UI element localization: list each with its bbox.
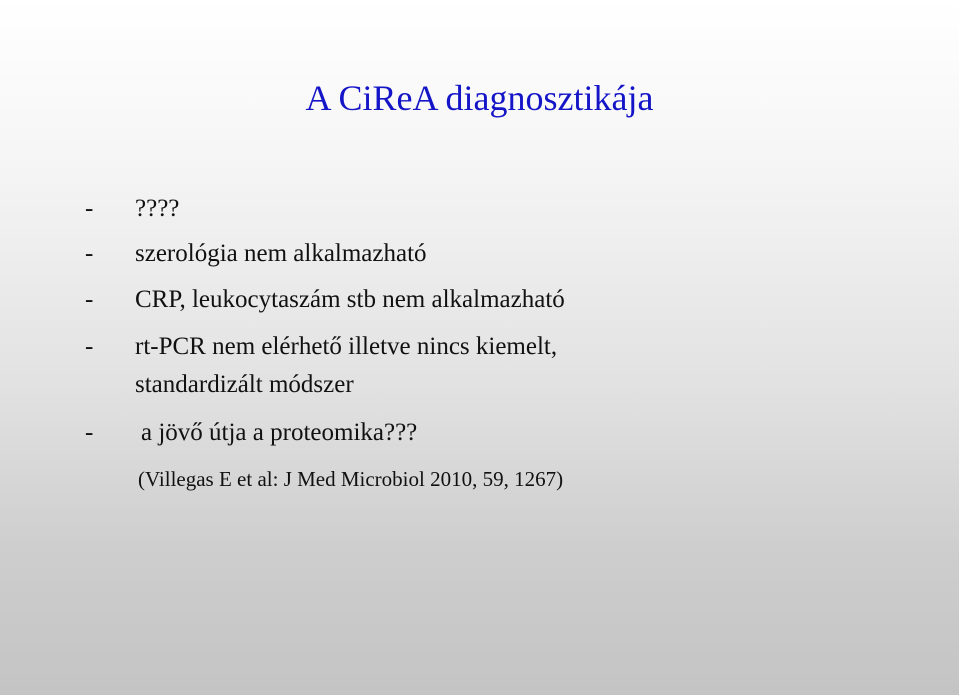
bullet-marker: - [85,419,94,446]
bullet-marker: - [85,240,94,267]
slide-title-text: A CiReA diagnosztikája [305,78,654,118]
bullet-marker: - [85,195,94,222]
bullet-text: ???? [135,195,180,222]
bullet-marker: - [85,333,94,360]
citation: (Villegas E et al: J Med Microbiol 2010, 59, 1267) [138,467,564,491]
bullet-text: a jövő útja a proteomika??? [141,419,418,446]
bullet-text: rt-PCR nem elérhető illetve nincs kiemelt, [135,333,558,360]
bullet-marker: - [85,286,94,313]
bullet-text: CRP, leukocytaszám stb nem alkalmazható [135,286,565,313]
bullet-text-continuation: standardizált módszer [135,371,354,398]
bullet-text: szerológia nem alkalmazható [135,240,427,267]
